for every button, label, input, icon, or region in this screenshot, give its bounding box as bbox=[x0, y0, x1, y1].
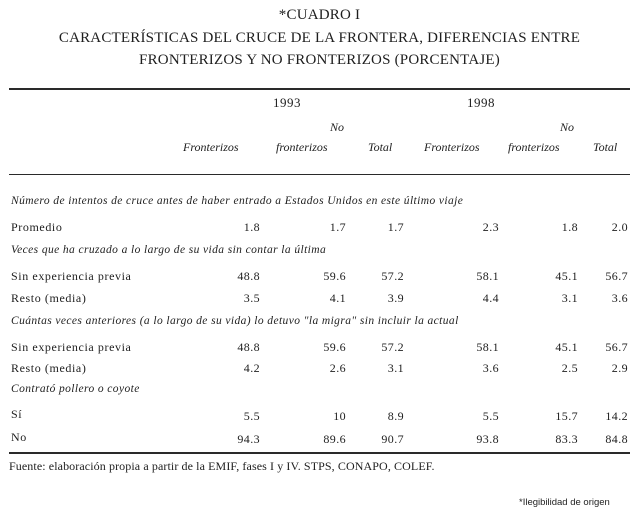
row-label: Resto (media) bbox=[11, 291, 87, 305]
section-title-veces-cruzado: Veces que ha cruzado a lo largo de su vida sin contar la última bbox=[11, 244, 327, 256]
cell-value: 58.1 bbox=[476, 340, 499, 354]
cell-value: 2.5 bbox=[561, 361, 578, 375]
cell-value: 1.8 bbox=[561, 220, 578, 234]
cell-value: 3.1 bbox=[387, 361, 404, 375]
cell-value: 48.8 bbox=[237, 269, 260, 283]
col-total-1998: Total bbox=[593, 140, 618, 154]
cell-value: 93.8 bbox=[476, 432, 499, 446]
cell-value: 5.5 bbox=[482, 409, 499, 423]
col-no-fronterizos-1993: fronterizos bbox=[276, 140, 328, 154]
cell-value: 2.3 bbox=[482, 220, 499, 234]
col-no-1998-top: No bbox=[560, 120, 575, 134]
cell-value: 2.9 bbox=[611, 361, 628, 375]
col-fronterizos-1998: Fronterizos bbox=[424, 140, 480, 154]
row-label: Sin experiencia previa bbox=[11, 269, 132, 283]
cell-value: 2.6 bbox=[329, 361, 346, 375]
cell-value: 56.7 bbox=[605, 269, 628, 283]
cell-value: 8.9 bbox=[387, 409, 404, 423]
row-label: Sin experiencia previa bbox=[11, 340, 132, 354]
cell-value: 89.6 bbox=[323, 432, 346, 446]
cell-value: 3.9 bbox=[387, 291, 404, 305]
col-no-1993-top: No bbox=[330, 120, 345, 134]
row-label: Resto (media) bbox=[11, 361, 87, 375]
cell-value: 57.2 bbox=[381, 269, 404, 283]
cell-value: 3.6 bbox=[482, 361, 499, 375]
cell-value: 4.1 bbox=[329, 291, 346, 305]
cell-value: 2.0 bbox=[611, 220, 628, 234]
col-total-1993: Total bbox=[368, 140, 393, 154]
row-label: No bbox=[11, 430, 27, 444]
cell-value: 48.8 bbox=[237, 340, 260, 354]
year-1998-header: 1998 bbox=[467, 95, 495, 110]
section-title-detenciones: Cuántas veces anteriores (a lo largo de su vida) lo detuvo "la migra" sin incluir la actual bbox=[11, 315, 459, 327]
table-title-line-2: FRONTERIZOS Y NO FRONTERIZOS (PORCENTAJE) bbox=[139, 52, 500, 68]
cell-value: 90.7 bbox=[381, 432, 404, 446]
header-rule bbox=[9, 174, 630, 175]
cell-value: 94.3 bbox=[237, 432, 260, 446]
cell-value: 1.7 bbox=[329, 220, 346, 234]
cell-value: 5.5 bbox=[243, 409, 260, 423]
cell-value: 10 bbox=[333, 409, 346, 423]
cell-value: 3.6 bbox=[611, 291, 628, 305]
row-label: Sí bbox=[11, 407, 23, 421]
cell-value: 56.7 bbox=[605, 340, 628, 354]
legibility-footnote: *Ilegibilidad de origen bbox=[519, 497, 610, 508]
cell-value: 59.6 bbox=[323, 269, 346, 283]
cell-value: 57.2 bbox=[381, 340, 404, 354]
cell-value: 4.2 bbox=[243, 361, 260, 375]
source-note: Fuente: elaboración propia a partir de la EMIF, fases I y IV. STPS, CONAPO, COLEF. bbox=[9, 459, 435, 473]
cell-value: 1.7 bbox=[387, 220, 404, 234]
table-label: *CUADRO I bbox=[278, 7, 361, 23]
top-rule bbox=[9, 88, 630, 90]
cell-value: 84.8 bbox=[605, 432, 628, 446]
bottom-rule bbox=[9, 452, 630, 454]
cell-value: 3.1 bbox=[561, 291, 578, 305]
cell-value: 45.1 bbox=[555, 269, 578, 283]
col-no-fronterizos-1998: fronterizos bbox=[508, 140, 560, 154]
cell-value: 3.5 bbox=[243, 291, 260, 305]
cell-value: 59.6 bbox=[323, 340, 346, 354]
section-title-pollero: Contrató pollero o coyote bbox=[11, 383, 140, 395]
cell-value: 14.2 bbox=[605, 409, 628, 423]
year-1993-header: 1993 bbox=[273, 95, 301, 110]
table-title-line-1: CARACTERÍSTICAS DEL CRUCE DE LA FRONTERA, DIFERENCIAS ENTRE bbox=[58, 30, 581, 46]
cell-value: 1.8 bbox=[243, 220, 260, 234]
cell-value: 58.1 bbox=[476, 269, 499, 283]
row-label: Promedio bbox=[11, 220, 63, 234]
section-title-intentos: Número de intentos de cruce antes de haber entrado a Estados Unidos en este último viaje bbox=[11, 195, 464, 207]
cell-value: 4.4 bbox=[482, 291, 499, 305]
col-fronterizos-1993: Fronterizos bbox=[183, 140, 239, 154]
cell-value: 45.1 bbox=[555, 340, 578, 354]
cell-value: 83.3 bbox=[555, 432, 578, 446]
cell-value: 15.7 bbox=[555, 409, 578, 423]
